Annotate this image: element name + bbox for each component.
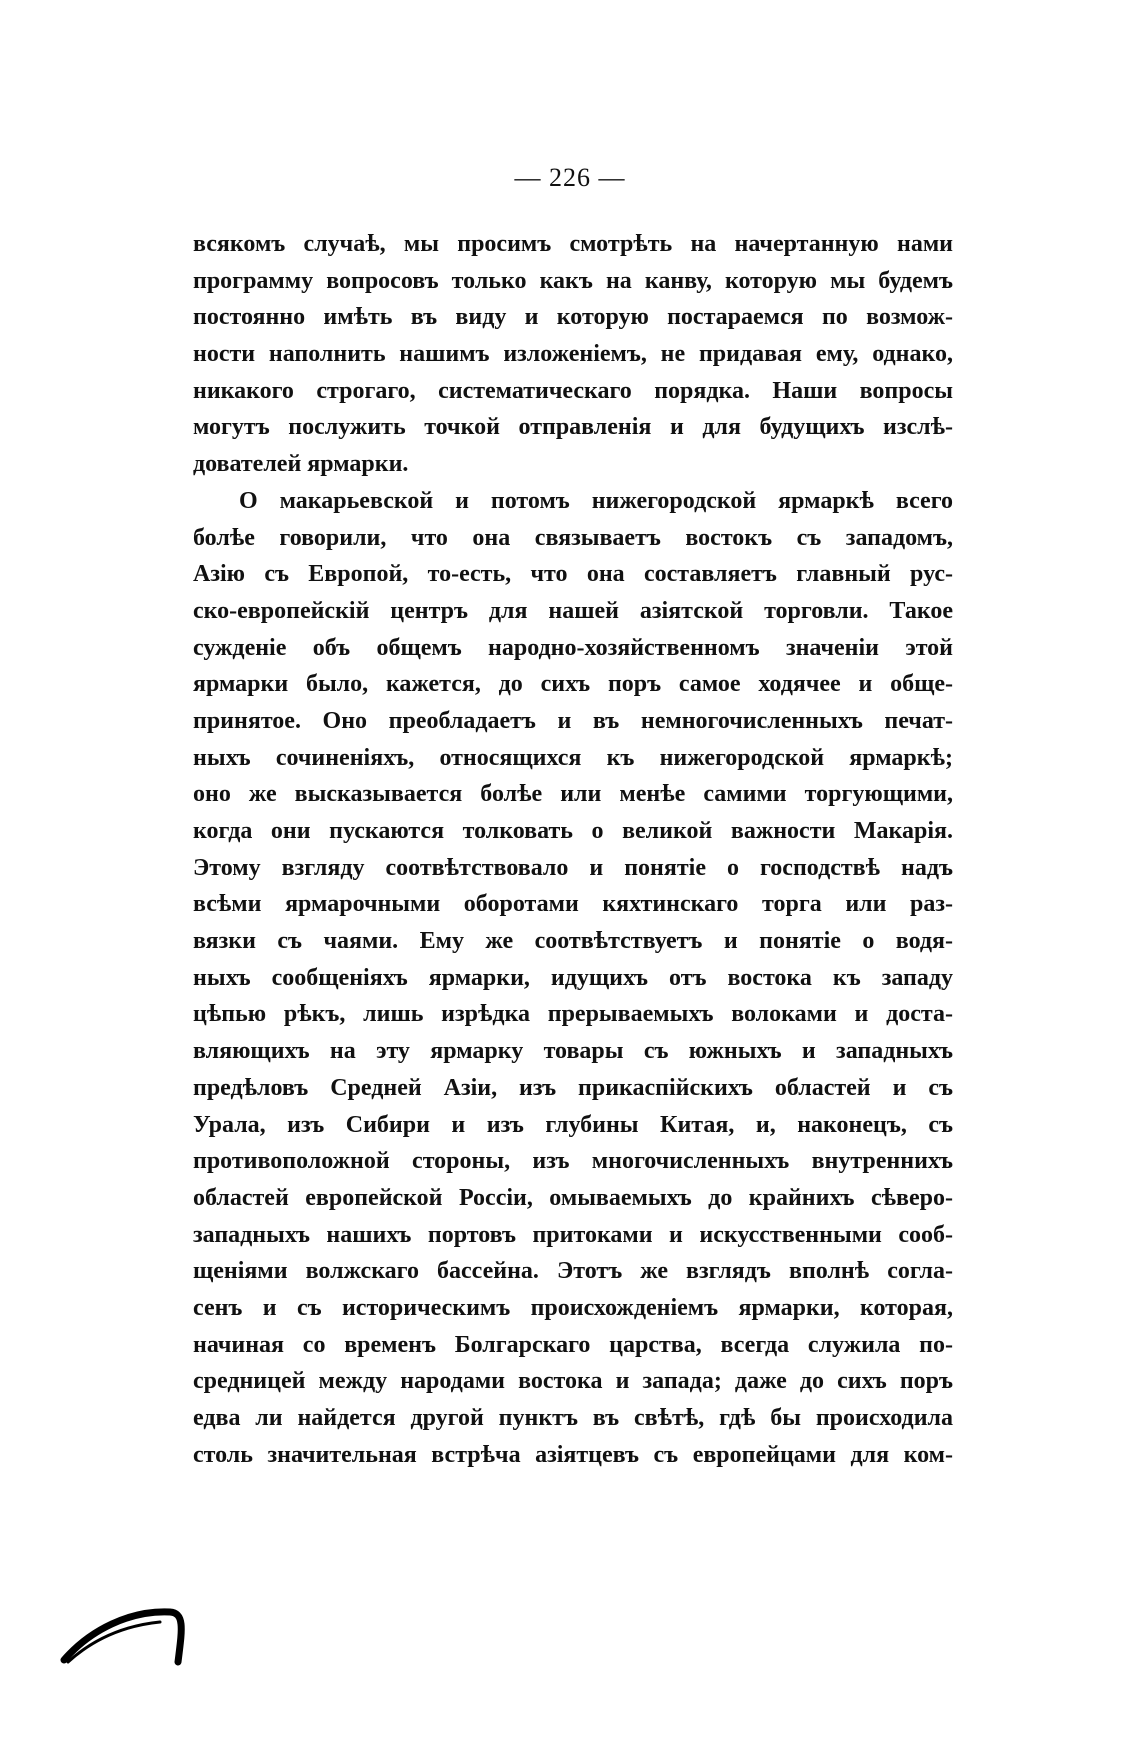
text-line: цѣпью рѣкъ, лишь изрѣдка прерываемыхъ волоками и доста- (193, 1001, 953, 1028)
text-line: средницей между народами востока и запада; даже до сихъ поръ (193, 1368, 953, 1395)
text-line: программу вопросовъ только какъ на канву, которую мы будемъ (193, 267, 953, 294)
text-line: О макарьевской и потомъ нижегородской ярмаркѣ всего (239, 487, 953, 514)
text-line: областей европейской Россіи, омываемыхъ до крайнихъ сѣверо- (193, 1184, 953, 1211)
text-line: ско-европейскій центръ для нашей азіятской торговли. Такое (193, 597, 953, 624)
text-line: Этому взгляду соотвѣтствовало и понятіе о господствѣ надъ (193, 854, 953, 881)
page-number: — 226 — (514, 163, 626, 192)
text-line: щеніями волжскаго бассейна. Этотъ же взглядъ вполнѣ согла- (193, 1258, 953, 1285)
text-line: ярмарки было, кажется, до сихъ поръ самое ходячее и обще- (193, 671, 953, 698)
ink-mark-icon (60, 1590, 200, 1680)
text-line: столь значительная встрѣча азіятцевъ съ европейцами для ком- (193, 1441, 953, 1468)
text-line: всякомъ случаѣ, мы просимъ смотрѣть на начертанную нами (193, 231, 953, 257)
text-line: западныхъ нашихъ портовъ притоками и искусственными сооб- (193, 1221, 953, 1248)
text-line: ныхъ сочиненіяхъ, относящихся къ нижегородской ярмаркѣ; (193, 744, 953, 771)
text-line: дователей ярмарки. (193, 451, 409, 478)
text-line: ности наполнить нашимъ изложеніемъ, не придавая ему, однако, (193, 341, 953, 368)
paragraph-2 (193, 483, 953, 1474)
text-line: Урала, изъ Сибири и изъ глубины Китая, и, наконецъ, съ (193, 1111, 953, 1138)
text-line: всѣми ярмарочными оборотами кяхтинскаго торга или раз- (193, 891, 953, 918)
paragraph-1 (193, 226, 953, 483)
text-line: никакого строгаго, систематическаго порядка. Наши вопросы (193, 377, 953, 404)
text-line: болѣе говорили, что она связываетъ востокъ съ западомъ, (193, 524, 953, 551)
text-line: сужденіе объ общемъ народно-хозяйственномъ значеніи этой (193, 634, 953, 661)
text-line: противоположной стороны, изъ многочисленныхъ внутреннихъ (193, 1148, 953, 1175)
text-line: Азію съ Европой, то-есть, что она составляетъ главный рус- (193, 561, 953, 588)
text-line: начиная со временъ Болгарскаго царства, всегда служила по- (193, 1331, 953, 1358)
text-line: вляющихъ на эту ярмарку товары съ южныхъ и западныхъ (193, 1038, 953, 1065)
text-line: оно же высказывается болѣе или менѣе самими торгующими, (193, 781, 953, 808)
text-line: вязки съ чаями. Ему же соотвѣтствуетъ и понятіе о водя- (193, 928, 953, 955)
text-line: предѣловъ Средней Азіи, изъ прикаспійскихъ областей и съ (193, 1074, 953, 1101)
text-line: постоянно имѣть въ виду и которую постараемся по возмож- (193, 304, 953, 331)
body-text (193, 226, 953, 1473)
text-line: могутъ послужить точкой отправленія и для будущихъ изслѣ- (193, 414, 953, 441)
text-line: сенъ и съ историческимъ происхожденіемъ ярмарки, которая, (193, 1294, 953, 1321)
text-line: принятое. Оно преобладаетъ и въ немногочисленныхъ печат- (193, 707, 953, 734)
text-line: ныхъ сообщеніяхъ ярмарки, идущихъ отъ востока къ западу (193, 964, 953, 991)
text-line: когда они пускаются толковать о великой важности Макарія. (193, 818, 953, 844)
text-line: едва ли найдется другой пунктъ въ свѣтѣ, гдѣ бы происходила (193, 1405, 953, 1431)
